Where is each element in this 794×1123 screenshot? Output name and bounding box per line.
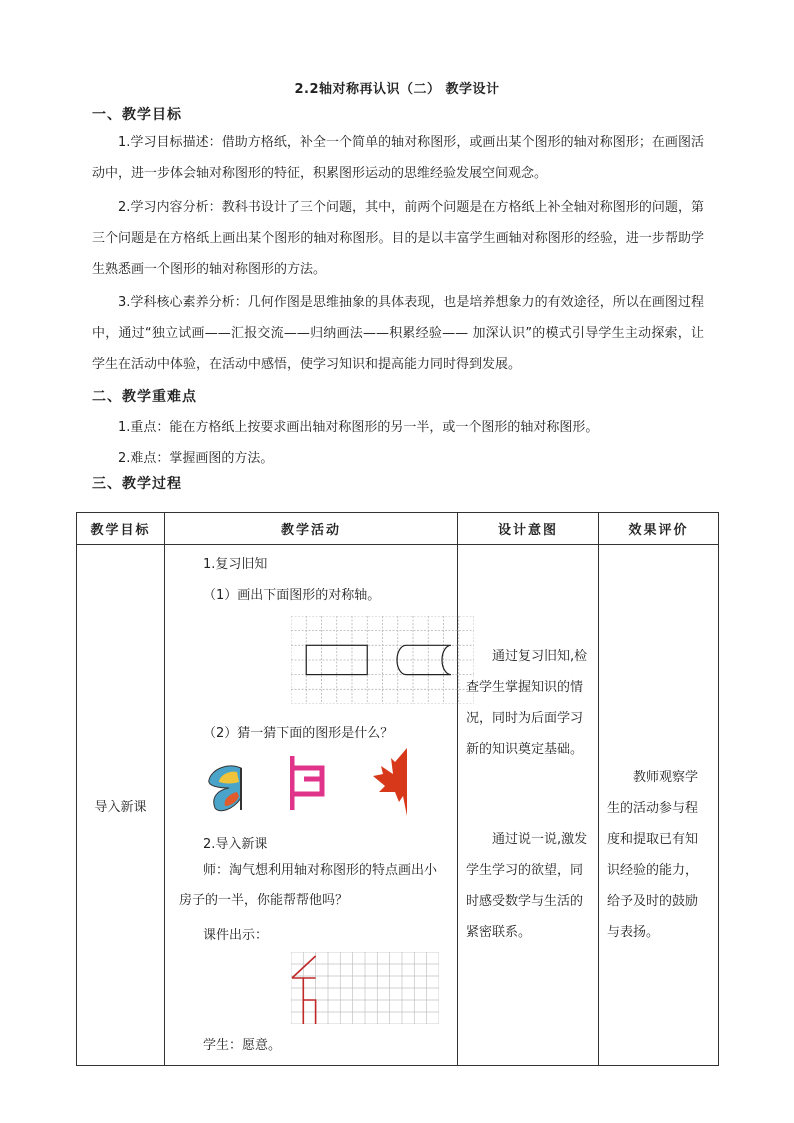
activity-q1: （1）画出下面图形的对称轴。 [203,588,381,603]
page-title: 2.2轴对称再认识（二） 教学设计 [294,82,500,97]
house-half-grid-figure [291,952,439,1024]
butterfly-half-icon [207,764,245,814]
section-heading-key-points: 二、教学重难点 [92,389,197,405]
header-intent: 设计意图 [458,513,599,545]
grid-rectangle-figure [291,616,474,704]
maple-leaf-half-icon [373,748,409,816]
header-activity: 教学活动 [165,513,458,545]
activity-review: 1.复习旧知 [203,557,268,572]
activity-teacher-question: 师：淘气想利用轴对称图形的特点画出小房子的一半，你能帮帮他吗？ [179,863,438,908]
activity-intro: 2.导入新课 [203,837,268,852]
activity-student-answer: 学生：愿意。 [203,1038,282,1053]
goal-cell: 导入新课 [77,545,165,1066]
table-row [77,545,719,1066]
header-goal: 教学目标 [77,513,165,545]
activity-cell [165,545,458,1066]
evaluation-text: 教师观察学生的活动参与程度和提取已有知识经验的能力，给予及时的鼓励与表扬。 [607,770,699,940]
table-header-row [77,513,719,545]
key-point-line: 1.重点：能在方格纸上按要求画出轴对称图形的另一半，或一个图形的轴对称图形。 [118,420,599,435]
paragraph-content-analysis: 2.学习内容分析：教科书设计了三个问题，其中，前两个问题是在方格纸上补全轴对称图形的问题，第三个问题是在方格纸上画出某个图形的轴对称图形。目的是以丰富学生画轴对称图形的经验，进一步帮助学生熟悉画一个图形的轴对称图形的方法。 [92,200,704,277]
evaluation-cell [599,545,719,1066]
intent-cell [458,545,599,1066]
activity-q2: （2）猜一猜下面的图形是什么？ [203,726,394,741]
difficulty-line: 2.难点：掌握画图的方法。 [118,451,274,466]
section-heading-goals: 一、教学目标 [92,107,182,123]
intent-intro: 通过说一说,激发学生学习的欲望，同时感受数学与生活的紧密联系。 [466,832,588,940]
section-heading-process: 三、教学过程 [92,476,182,492]
pink-letter-half-icon [290,754,332,812]
intent-review: 通过复习旧知,检查学生掌握知识的情况，同时为后面学习新的知识奠定基础。 [466,649,588,757]
paragraph-core-literacy: 3.学科核心素养分析：几何作图是思维抽象的具体表现，也是培养想象力的有效途径，所以在画图过程中，通过“独立试画——汇报交流——归纳画法——积累经验—— 加深认识”的模式引导学生主动探索，让学生在活动中体验，在活动中感悟，使学习知识和提高能力同时得到发展。 [92,295,704,372]
paragraph-goal-description: 1.学习目标描述：借助方格纸，补全一个简单的轴对称图形，或画出某个图形的轴对称图形；在画图活动中，进一步体会轴对称图形的特征，积累图形运动的思维经验发展空间观念。 [92,135,704,181]
activity-courseware: 课件出示： [203,928,269,943]
header-evaluation: 效果评价 [599,513,719,545]
teaching-process-table [76,512,719,1066]
